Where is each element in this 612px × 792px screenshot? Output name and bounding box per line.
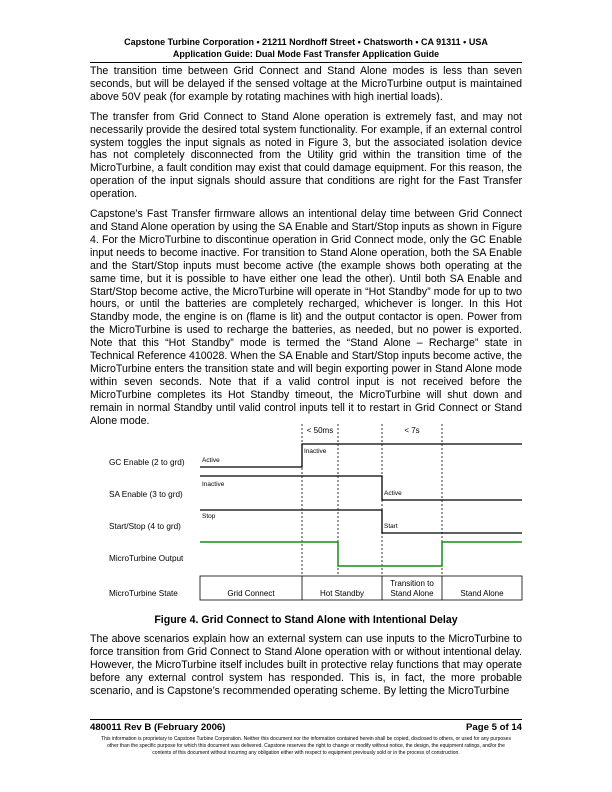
ss-state-after: Start: [384, 523, 398, 530]
signal-label-state: MicroTurbine State: [109, 589, 178, 598]
state-cell-grid-connect: Grid Connect: [227, 589, 275, 598]
state-cell-transition-line2: Stand Alone: [390, 589, 434, 598]
footer-divider: [90, 719, 522, 720]
figure-caption: Figure 4. Grid Connect to Stand Alone with Intentional Delay: [154, 614, 458, 626]
after-text: [90, 633, 522, 698]
signal-label-sa-enable: SA Enable (3 to grd): [109, 490, 183, 499]
body-text: [90, 65, 522, 434]
gc-state-before: Active: [202, 457, 220, 464]
state-cell-transition-line1: Transition to: [390, 579, 434, 588]
timing-label-50ms: < 50ms: [306, 426, 334, 435]
timing-label-7s: < 7s: [404, 426, 420, 435]
header-divider: [90, 62, 522, 63]
state-cell-hot-standby: Hot Standby: [319, 589, 365, 598]
paragraph-transition-time: The transition time between Grid Connect and Stand Alone modes is less than seven seconds, but will be delayed if the sensed voltage at the MicroTurbine output is maintained above 50V peak (for example by rotating machines with high inertial loads).: [90, 65, 522, 103]
paragraph-fast-transfer-firmware: Capstone’s Fast Transfer firmware allows an intentional delay time between Grid Connect and Stand Alone operation by using the SA Enable and Start/Stop inputs as shown in Figure 4. For the MicroTurbine to discontinue operation in Grid Connect mode, only the GC Enable input needs to become inactive. For transition to Stand Alone operation, both the SA Enable and the Start/Stop inputs must become active (the example shows both operating at the same time, but it is possible to have either one lead the other). Until both SA Enable and Start/Stop become active, the MicroTurbine will operate in “Hot Standby” mode for up to two hours, or until the batteries are completely recharged, whichever is longer. In this Hot Standby mode, the engine is on (flame is lit) and the output contactor is open. Power from the MicroTurbine is used to recharge the batteries, as needed, but no power is exported. Note that this “Hot Standby” mode is termed the “Stand Alone – Recharge” state in Technical Reference 410028. When the SA Enable and Start/Stop inputs become active, the MicroTurbine enters the transition state and will begin exporting power in Stand Alone mode within seven seconds. Note that if a valid control input is not received before the MicroTurbine completes its Hot Standby timeout, the MicroTurbine will shut down and remain in normal Standby until valid control inputs tell it to restart in Grid Connect or Stand Alone mode.: [90, 208, 522, 427]
page-header: [90, 37, 522, 60]
sa-state-after: Active: [384, 490, 402, 497]
footer-doc-id: 480011 Rev B (February 2006): [90, 722, 226, 733]
page-footer: [90, 722, 522, 733]
footer-page-number: Page 5 of 14: [466, 722, 522, 733]
paragraph-transfer-speed: The transfer from Grid Connect to Stand Alone operation is extremely fast, and may not necessarily provide the desired total system functionality. For example, if an external control system toggles the input signals as noted in Figure 3, but the associated isolation device has not completely disconnected from the Utility grid within the transition time of the MicroTurbine, a fault condition may exist that could damage equipment. For this reason, the operation of the input signals should assure that conditions are right for the Fast Transfer operation.: [90, 110, 522, 201]
header-guide-title: Application Guide: Dual Mode Fast Transfer Application Guide: [172, 48, 440, 59]
ss-state-before: Stop: [202, 513, 216, 520]
signal-label-gc-enable: GC Enable (2 to grd): [109, 458, 185, 467]
state-table-border: [200, 576, 522, 600]
sa-state-before: Inactive: [202, 481, 225, 488]
waveform-output: [200, 542, 522, 566]
waveform-start-stop: [200, 510, 522, 533]
waveform-gc-enable: [200, 444, 522, 467]
waveform-sa-enable: [200, 476, 522, 500]
paragraph-protective-relay: The above scenarios explain how an external system can use inputs to the MicroTurbine to force transition from Grid Connect to Stand Alone operation with or without intentional delay. However, the MicroTurbine itself includes built in protective relay functions that may operate before any external control system has responded. This is, in fact, the more probable scenario, and is Capstone’s recommended operating scheme. By letting the MicroTurbine: [90, 633, 522, 697]
gc-state-after: Inactive: [304, 448, 327, 455]
footer-disclaimer: This information is proprietary to Capstone Turbine Corporation. Neither this document nor the information contained herein shall be copied, disclosed to others, or used for any purposes other than the specific purpose for which this document was delivered. Capstone reserves the right to change or modify without notice, the design, the equipment ratings, and/or the contents of this document without incurring any obligation either with respect to equipment previously sold or in the process of construction.: [101, 736, 511, 756]
signal-label-start-stop: Start/Stop (4 to grd): [109, 522, 181, 531]
timing-markers: [302, 424, 442, 576]
signal-label-output: MicroTurbine Output: [109, 554, 184, 563]
state-cell-stand-alone: Stand Alone: [460, 589, 504, 598]
header-company-line: Capstone Turbine Corporation • 21211 Nordhoff Street • Chatsworth • CA 91311 • USA: [124, 37, 488, 47]
